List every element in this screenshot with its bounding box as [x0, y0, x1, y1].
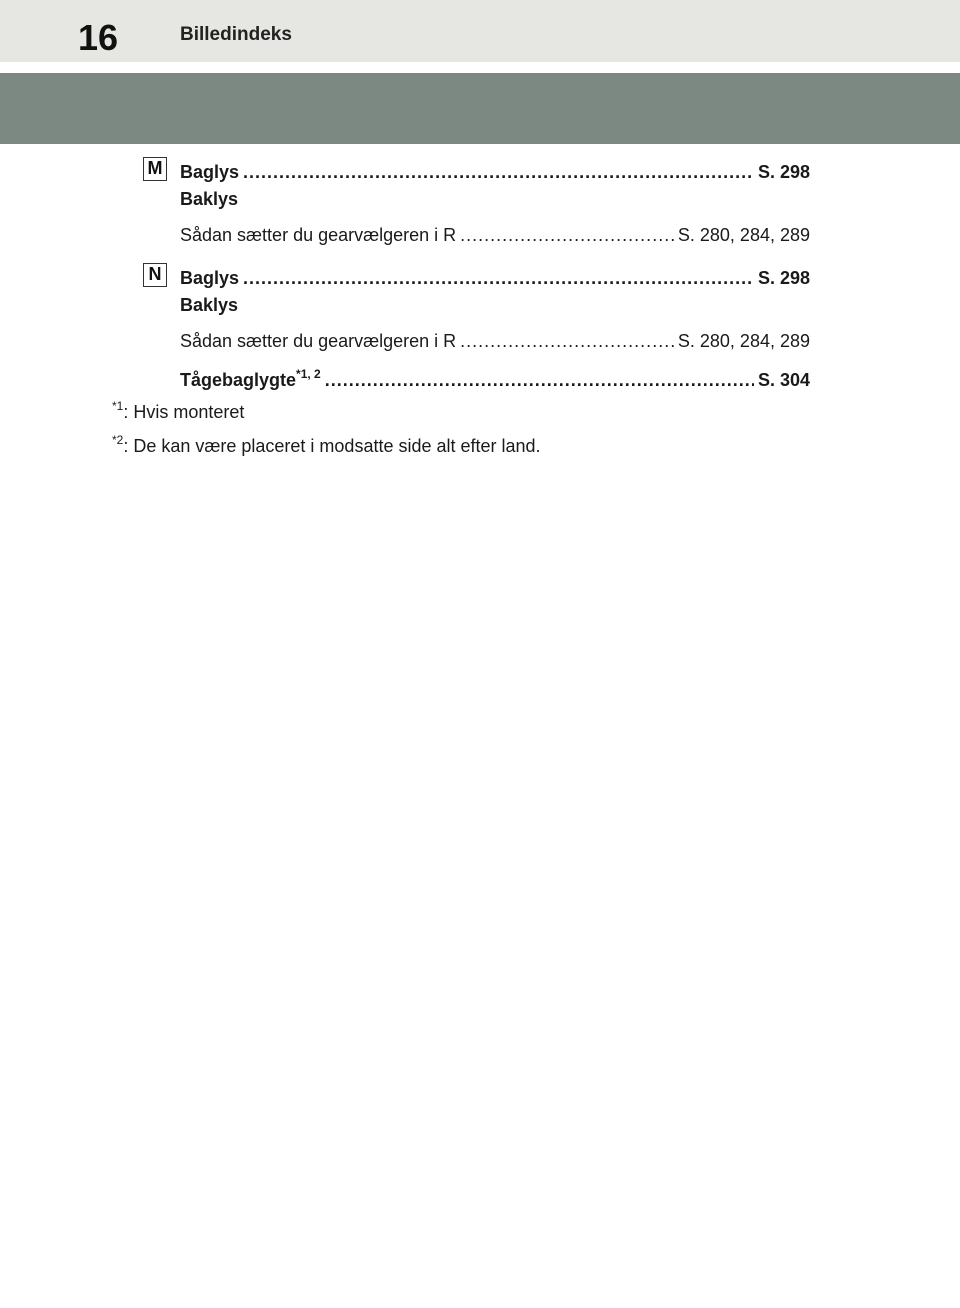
section-badge-n: N	[143, 263, 167, 287]
page-reference[interactable]: S. 298	[757, 162, 810, 182]
section-badge-m: M	[143, 157, 167, 181]
footnote	[112, 435, 541, 457]
dot-leader	[243, 267, 754, 289]
entry-heading: Baklys	[180, 295, 239, 315]
entry-label: Sådan sætter du gearvælgeren i R	[180, 331, 457, 351]
page-reference[interactable]: S. 280, 284, 289	[677, 331, 810, 351]
dot-leader	[460, 330, 674, 352]
dot-leader	[325, 369, 754, 391]
footnote-text: : Hvis monteret	[123, 402, 245, 422]
index-sub-entry	[180, 330, 810, 352]
footnote-reference: *1, 2	[296, 367, 321, 381]
entry-label: Baglys	[180, 268, 240, 288]
footnote-marker: *1	[112, 399, 124, 413]
section-title: Billedindeks	[180, 24, 292, 45]
index-entry	[180, 267, 810, 289]
entry-label	[180, 369, 321, 391]
index-entry	[180, 161, 810, 183]
page-header	[0, 0, 960, 62]
header-band	[0, 73, 960, 144]
entry-label: Baglys	[180, 162, 240, 182]
entry-heading: Baklys	[180, 189, 239, 209]
index-sub-entry	[180, 369, 810, 391]
page-reference[interactable]: S. 280, 284, 289	[677, 225, 810, 245]
entry-label-text: Tågebaglygte	[180, 370, 297, 390]
page-reference[interactable]: S. 304	[757, 370, 810, 390]
footnote-marker: *2	[112, 433, 124, 447]
dot-leader	[243, 161, 754, 183]
footnote-text: : De kan være placeret i modsatte side alt efter land.	[123, 436, 541, 456]
page-reference[interactable]: S. 298	[757, 268, 810, 288]
page-number: 16	[78, 17, 119, 58]
index-sub-entry	[180, 224, 810, 246]
entry-label: Sådan sætter du gearvælgeren i R	[180, 225, 457, 245]
dot-leader	[460, 224, 674, 246]
footnote	[112, 401, 244, 423]
